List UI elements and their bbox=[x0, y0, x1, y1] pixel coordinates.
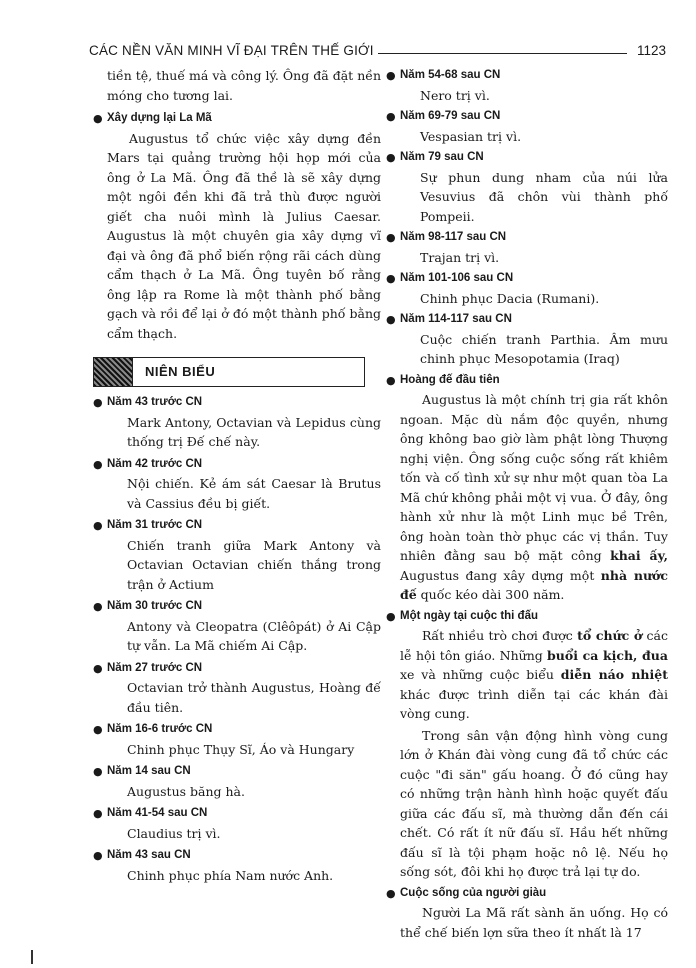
timeline-year: Năm 98-117 sau CN bbox=[400, 231, 507, 243]
bullet-icon: ● bbox=[386, 151, 396, 164]
bullet-icon: ● bbox=[93, 396, 103, 409]
timeline-item bbox=[386, 269, 668, 308]
timeline-item bbox=[386, 107, 668, 146]
timeline-year: Năm 14 sau CN bbox=[107, 765, 191, 777]
games-text-part: khác được trình diễn tại các khán đài vòng cung. bbox=[400, 686, 668, 721]
games-paragraph-1 bbox=[386, 626, 668, 724]
running-title: CÁC NỀN VĂN MINH VĨ ĐẠI TRÊN THẾ GIỚI bbox=[89, 43, 374, 58]
bullet-icon: ● bbox=[93, 457, 103, 471]
timeline-text: Chinh phục phía Nam nước Anh. bbox=[127, 867, 334, 883]
timeline-text: Augustus băng hà. bbox=[127, 783, 245, 799]
timeline-year: Năm 101-106 sau CN bbox=[400, 272, 514, 284]
games-bold-part: buổi ca kịch, đua bbox=[547, 647, 668, 663]
timeline-text: Antony và Cleopatra (Clêôpát) ở Ai Cập tự vẫn. La Mã chiếm Ai Cập. bbox=[127, 618, 381, 653]
timeline-section-header bbox=[93, 357, 365, 387]
timeline-text: Sự phun dung nham của núi lửa Vesuvius đã chôn vùi thành phố Pompeii. bbox=[420, 169, 668, 224]
header-rule bbox=[378, 53, 627, 54]
games-text-part: các lễ hội tôn giáo. Những bbox=[400, 628, 668, 663]
timeline-text: Chiến tranh giữa Mark Antony và Octavian Octavian chiến thắng trong trận ở Actium bbox=[127, 537, 381, 592]
bullet-icon: ● bbox=[93, 807, 103, 820]
timeline-year: Năm 41-54 sau CN bbox=[107, 807, 208, 819]
timeline-item bbox=[386, 66, 668, 105]
timeline-year: Năm 43 trước CN bbox=[107, 396, 203, 408]
timeline-item bbox=[93, 804, 381, 843]
subsection-rich-life bbox=[386, 884, 668, 904]
bullet-icon: ● bbox=[386, 609, 396, 623]
timeline-item bbox=[386, 310, 668, 369]
emperor-text-part: Augustus là một chính trị gia rất khôn ngoan. Mặc dù nắm độc quyền, nhưng ông không bao giờ làm phật lòng Thượng nghị viện. Ông sống cuộc sống rất khiêm tốn và cố tình xử sự như một quan tòa La Mã chứ không phải một vị vua. Ở đây, ông hành xử như là một Linh mục bề Trên, ông hoàn toàn thờ phục các vị thần. Tuy nhiên đằng sau bộ mặt công bbox=[400, 392, 668, 563]
timeline-item bbox=[93, 846, 381, 885]
timeline-year: Năm 69-79 sau CN bbox=[400, 110, 501, 122]
subsection-first-emperor bbox=[386, 371, 668, 391]
timeline-year: Năm 30 trước CN bbox=[107, 600, 203, 612]
subsection-games bbox=[386, 607, 668, 627]
timeline-text: Chinh phục Dacia (Rumani). bbox=[420, 290, 600, 306]
bullet-icon: ● bbox=[386, 231, 396, 244]
games-text-part: xe và những cuộc biểu bbox=[400, 667, 561, 682]
bullet-icon: ● bbox=[386, 69, 396, 82]
timeline-item bbox=[93, 393, 381, 452]
bullet-icon: ● bbox=[93, 723, 103, 736]
timeline-year: Năm 16-6 trước CN bbox=[107, 723, 213, 735]
timeline-text: Cuộc chiến tranh Parthia. Âm mưu chinh phục Mesopotamia (Iraq) bbox=[420, 331, 668, 366]
intro-paragraph: tiền tệ, thuế má và công lý. Ông đã đặt nền móng cho tương lai. bbox=[107, 68, 381, 103]
games-bold-part: diễn náo nhiệt bbox=[560, 667, 668, 682]
bullet-icon: ● bbox=[93, 112, 103, 125]
section-title: NIÊN BIỂU bbox=[145, 364, 216, 380]
timeline-text: Chinh phục Thụy Sĩ, Áo và Hungary bbox=[127, 741, 355, 757]
timeline-item bbox=[93, 720, 381, 759]
bullet-icon: ● bbox=[93, 519, 103, 532]
left-column bbox=[93, 66, 381, 885]
emperor-paragraph bbox=[386, 390, 668, 605]
emperor-bold-part: khai ấy, bbox=[610, 548, 668, 563]
timeline-year: Năm 43 sau CN bbox=[107, 849, 191, 861]
timeline-text: Claudius trị vì. bbox=[127, 825, 221, 841]
rome-paragraph: Augustus tổ chức việc xây dựng đền Mars tại quảng trường hội họp mới của ông ở La Mã. Ông đã thề là sẽ xây dựng một ngôi đền khi đã trả thù được người giết cha nuôi mình là Julius Caesar. Augustus là một chuyên gia xây dựng vĩ đại và ông đã phổ biến rộng rãi cách dùng cẩm thạch ở La Mã. Ông tuyên bố rằng ông lập ra Rome là một thành phố bằng gạch và rồi để lại ở đó một thành phố bằng cẩm thạch. bbox=[107, 130, 381, 341]
page-number: 1123 bbox=[636, 43, 666, 58]
timeline-year: Năm 31 trước CN bbox=[107, 519, 203, 531]
subsection-rebuild-rome bbox=[93, 109, 381, 129]
right-column bbox=[386, 66, 668, 942]
bullet-icon: ● bbox=[386, 272, 396, 285]
timeline-text: Nội chiến. Kẻ ám sát Caesar là Brutus và Cassius đều bị giết. bbox=[127, 476, 381, 511]
timeline-text: Nero trị vì. bbox=[420, 87, 490, 103]
bullet-icon: ● bbox=[386, 886, 396, 900]
timeline-year: Năm 42 trước CN bbox=[107, 457, 203, 470]
section-texture-icon bbox=[94, 358, 133, 386]
bullet-icon: ● bbox=[386, 373, 396, 387]
timeline-text: Trajan trị vì. bbox=[420, 249, 500, 265]
timeline-item bbox=[93, 659, 381, 718]
timeline-year: Năm 114-117 sau CN bbox=[400, 313, 512, 325]
bullet-icon: ● bbox=[93, 661, 103, 675]
emperor-text-part: quốc kéo dài 300 năm. bbox=[416, 587, 565, 602]
bullet-icon: ● bbox=[93, 849, 103, 862]
subsection-title: Cuộc sống của người giàu bbox=[400, 886, 547, 899]
running-header bbox=[89, 36, 666, 58]
timeline-item bbox=[93, 516, 381, 594]
rich-paragraph: Người La Mã rất sành ăn uống. Họ có thể chế biến lợn sữa theo ít nhất là 17 bbox=[400, 905, 668, 940]
scan-edge-mark bbox=[31, 950, 33, 964]
timeline-item bbox=[386, 228, 668, 267]
timeline-year: Năm 79 sau CN bbox=[400, 151, 484, 163]
timeline-text: Mark Antony, Octavian và Lepidus cùng thống trị Đế chế này. bbox=[127, 414, 381, 449]
bullet-icon: ● bbox=[386, 110, 396, 123]
emperor-bold-part: nhà nước đế bbox=[400, 567, 668, 602]
bullet-icon: ● bbox=[93, 600, 103, 613]
bullet-icon: ● bbox=[93, 765, 103, 778]
games-bold-part: tổ chức ở bbox=[577, 628, 643, 643]
timeline-year: Năm 27 trước CN bbox=[107, 661, 203, 674]
games-text-part: Rất nhiều trò chơi được bbox=[422, 628, 578, 643]
timeline-item bbox=[386, 148, 668, 226]
timeline-year: Năm 54-68 sau CN bbox=[400, 69, 501, 81]
emperor-text-part: Augustus đang xây dựng một bbox=[400, 567, 601, 583]
subsection-title: Một ngày tại cuộc thi đấu bbox=[400, 609, 539, 622]
timeline-text: Octavian trở thành Augustus, Hoàng đế đầu tiên. bbox=[127, 680, 381, 715]
games-paragraph-2: Trong sân vận động hình vòng cung lớn ở Khán đài vòng cung đã tổ chức các cuộc "đi săn" gấu hoang. Ở đó cũng hay có những trận hành hình hoặc quyết đấu giữa các đấu sĩ, mà thường dẫn đến cái chết. Có rất ít nữ đấu sĩ. Hầu hết những đấu sĩ là tội phạm hoặc nô lệ. Nếu họ sống sót, đôi khi họ được trả lại tự do. bbox=[400, 727, 668, 879]
timeline-item bbox=[93, 762, 381, 801]
subsection-title: Xây dựng lại La Mã bbox=[107, 112, 212, 124]
subsection-title: Hoàng đế đầu tiên bbox=[400, 373, 500, 386]
bullet-icon: ● bbox=[386, 313, 396, 326]
timeline-item bbox=[93, 455, 381, 514]
timeline-item bbox=[93, 597, 381, 656]
timeline-text: Vespasian trị vì. bbox=[420, 128, 522, 144]
